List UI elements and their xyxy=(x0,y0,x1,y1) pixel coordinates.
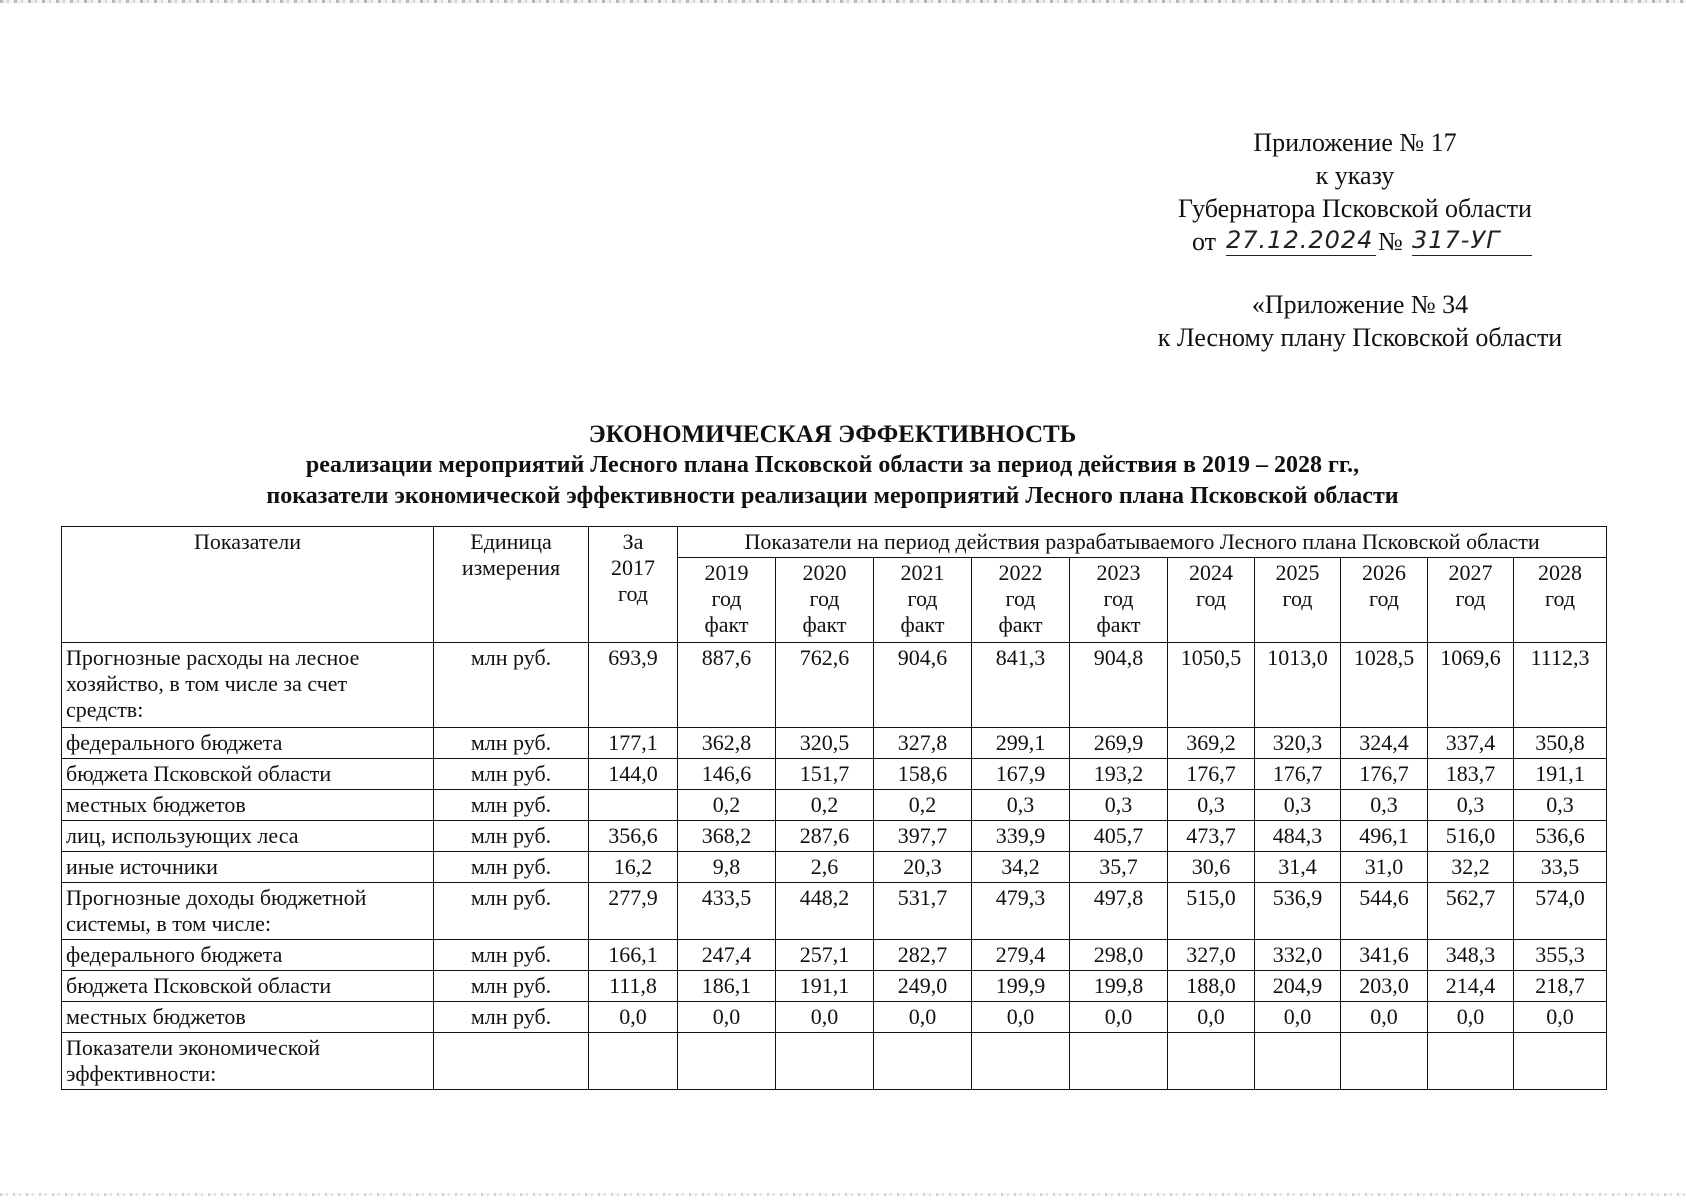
value-2025: 0,0 xyxy=(1255,1002,1341,1033)
year-word: год xyxy=(1455,586,1486,611)
row-unit: млн руб. xyxy=(434,790,589,821)
table-row xyxy=(62,643,1607,728)
value-2017: 144,0 xyxy=(589,759,678,790)
value-2022: 841,3 xyxy=(972,643,1070,728)
row-label: местных бюджетов xyxy=(62,1002,434,1033)
value-2021: 397,7 xyxy=(874,821,972,852)
year-word: год xyxy=(1103,586,1134,611)
value-2024: 369,2 xyxy=(1168,728,1255,759)
year-label: 2019 xyxy=(704,560,749,585)
year-label: 2024 xyxy=(1189,560,1233,585)
annex-line-2: к Лесному плану Псковской области xyxy=(1157,323,1563,352)
value-2027: 0,0 xyxy=(1428,1002,1514,1033)
value-2017: 177,1 xyxy=(589,728,678,759)
value-2028: 350,8 xyxy=(1514,728,1607,759)
value-2019: 247,4 xyxy=(678,940,776,971)
year-label: 2026 xyxy=(1362,560,1406,585)
value-2022: 199,9 xyxy=(972,971,1070,1002)
annex-line-1: «Приложение № 34 xyxy=(1251,290,1469,319)
year-word: год xyxy=(1195,586,1227,611)
value-2028 xyxy=(1514,1033,1607,1090)
value-2028: 0,3 xyxy=(1514,790,1607,821)
value-2022: 479,3 xyxy=(972,883,1070,940)
value-2026: 0,3 xyxy=(1341,790,1428,821)
table-row xyxy=(62,883,1607,940)
header-unit-line-1: Единица xyxy=(470,529,552,554)
value-2023: 0,0 xyxy=(1070,1002,1168,1033)
value-2022: 339,9 xyxy=(972,821,1070,852)
row-unit: млн руб. xyxy=(434,852,589,883)
row-unit: млн руб. xyxy=(434,728,589,759)
value-2024: 515,0 xyxy=(1168,883,1255,940)
scan-edge-bottom xyxy=(0,1193,1686,1196)
table-body xyxy=(62,643,1607,1090)
value-2024: 176,7 xyxy=(1168,759,1255,790)
header-2017 xyxy=(589,527,678,643)
value-2026: 0,0 xyxy=(1341,1002,1428,1033)
value-2025: 204,9 xyxy=(1255,971,1341,1002)
year-label: 2028 xyxy=(1538,560,1583,585)
value-2020 xyxy=(776,1033,874,1090)
value-2022 xyxy=(972,1033,1070,1090)
value-2024: 0,3 xyxy=(1168,790,1255,821)
value-2027: 562,7 xyxy=(1428,883,1514,940)
handwritten-number: 317-УГ xyxy=(1412,225,1532,256)
value-2019: 433,5 xyxy=(678,883,776,940)
value-2026 xyxy=(1341,1033,1428,1090)
row-label: местных бюджетов xyxy=(62,790,434,821)
date-prefix: от xyxy=(1192,227,1217,256)
year-fact: факт xyxy=(998,612,1043,637)
value-2022: 167,9 xyxy=(972,759,1070,790)
row-unit: млн руб. xyxy=(434,940,589,971)
table-row xyxy=(62,821,1607,852)
table-row xyxy=(62,971,1607,1002)
value-2020: 2,6 xyxy=(776,852,874,883)
value-2021: 158,6 xyxy=(874,759,972,790)
value-2022: 279,4 xyxy=(972,940,1070,971)
approval-line-1: Приложение № 17 xyxy=(1253,128,1457,157)
value-2021: 327,8 xyxy=(874,728,972,759)
title-sub-1: реализации мероприятий Лесного плана Псковской области за период действия в 2019 – 2028 гг., xyxy=(305,452,1360,478)
value-2020: 151,7 xyxy=(776,759,874,790)
value-2028: 536,6 xyxy=(1514,821,1607,852)
value-2025: 332,0 xyxy=(1255,940,1341,971)
header-year-2028 xyxy=(1514,558,1607,643)
value-2023: 405,7 xyxy=(1070,821,1168,852)
approval-date-line xyxy=(1130,225,1580,258)
value-2027: 337,4 xyxy=(1428,728,1514,759)
value-2020: 0,2 xyxy=(776,790,874,821)
value-2026: 203,0 xyxy=(1341,971,1428,1002)
value-2024: 30,6 xyxy=(1168,852,1255,883)
header-unit-line-2: измерения xyxy=(461,555,561,580)
value-2027 xyxy=(1428,1033,1514,1090)
year-label: 2021 xyxy=(900,560,945,585)
value-2026: 1028,5 xyxy=(1341,643,1428,728)
value-2024: 188,0 xyxy=(1168,971,1255,1002)
table-row xyxy=(62,1033,1607,1090)
value-2028: 355,3 xyxy=(1514,940,1607,971)
value-2017: 356,6 xyxy=(589,821,678,852)
row-unit: млн руб. xyxy=(434,821,589,852)
row-unit xyxy=(434,1033,589,1090)
value-2028: 191,1 xyxy=(1514,759,1607,790)
document-title xyxy=(60,419,1605,512)
value-2023: 904,8 xyxy=(1070,643,1168,728)
value-2017: 693,9 xyxy=(589,643,678,728)
value-2023: 497,8 xyxy=(1070,883,1168,940)
approval-line-3: Губернатора Псковской области xyxy=(1178,194,1532,223)
header-indicators: Показатели xyxy=(62,527,434,643)
year-fact: факт xyxy=(1096,612,1141,637)
value-2027: 1069,6 xyxy=(1428,643,1514,728)
value-2027: 516,0 xyxy=(1428,821,1514,852)
value-2021: 531,7 xyxy=(874,883,972,940)
value-2022: 0,0 xyxy=(972,1002,1070,1033)
year-word: год xyxy=(1368,586,1400,611)
value-2023: 199,8 xyxy=(1070,971,1168,1002)
header-year-2023 xyxy=(1070,558,1168,643)
value-2019: 186,1 xyxy=(678,971,776,1002)
value-2020: 762,6 xyxy=(776,643,874,728)
value-2021: 20,3 xyxy=(874,852,972,883)
year-label: 2025 xyxy=(1275,560,1320,585)
header-year-2025 xyxy=(1255,558,1341,643)
year-word: год xyxy=(1282,586,1313,611)
title-sub-2: показатели экономической эффективности реализации мероприятий Лесного плана Псковской области xyxy=(266,483,1399,509)
header-year-2024 xyxy=(1168,558,1255,643)
value-2028: 218,7 xyxy=(1514,971,1607,1002)
header-year-2021 xyxy=(874,558,972,643)
header-period: Показатели на период действия разрабатываемого Лесного плана Псковской области xyxy=(678,527,1607,558)
approval-stamp-block xyxy=(1130,126,1580,258)
value-2025: 320,3 xyxy=(1255,728,1341,759)
value-2017: 16,2 xyxy=(589,852,678,883)
year-label: 2023 xyxy=(1096,560,1141,585)
value-2028: 33,5 xyxy=(1514,852,1607,883)
value-2025: 536,9 xyxy=(1255,883,1341,940)
value-2019: 362,8 xyxy=(678,728,776,759)
number-sign: № xyxy=(1378,227,1403,256)
header-2017-line-2: 2017 xyxy=(611,555,655,580)
year-word: год xyxy=(1005,586,1036,611)
table-row xyxy=(62,790,1607,821)
year-fact: факт xyxy=(900,612,945,637)
table-row xyxy=(62,759,1607,790)
value-2026: 341,6 xyxy=(1341,940,1428,971)
value-2022: 299,1 xyxy=(972,728,1070,759)
value-2020: 287,6 xyxy=(776,821,874,852)
approval-line-2: к указу xyxy=(1315,161,1395,190)
value-2026: 544,6 xyxy=(1341,883,1428,940)
value-2021: 249,0 xyxy=(874,971,972,1002)
value-2027: 214,4 xyxy=(1428,971,1514,1002)
header-row-1 xyxy=(62,527,1607,558)
value-2019 xyxy=(678,1033,776,1090)
table-row xyxy=(62,1002,1607,1033)
value-2017 xyxy=(589,1033,678,1090)
value-2024: 473,7 xyxy=(1168,821,1255,852)
year-fact: факт xyxy=(704,612,749,637)
value-2022: 0,3 xyxy=(972,790,1070,821)
row-label: лиц, использующих леса xyxy=(62,821,434,852)
row-label: федерального бюджета xyxy=(62,940,434,971)
value-2026: 324,4 xyxy=(1341,728,1428,759)
value-2021 xyxy=(874,1033,972,1090)
row-unit: млн руб. xyxy=(434,883,589,940)
row-label: Прогнозные доходы бюджетной системы, в том числе: xyxy=(62,883,434,940)
value-2019: 0,0 xyxy=(678,1002,776,1033)
table-row xyxy=(62,940,1607,971)
value-2017: 277,9 xyxy=(589,883,678,940)
value-2025: 31,4 xyxy=(1255,852,1341,883)
year-word: год xyxy=(711,586,742,611)
value-2020: 0,0 xyxy=(776,1002,874,1033)
year-label: 2022 xyxy=(998,560,1043,585)
row-unit: млн руб. xyxy=(434,971,589,1002)
row-label: федерального бюджета xyxy=(62,728,434,759)
year-word: год xyxy=(1545,586,1576,611)
value-2023: 298,0 xyxy=(1070,940,1168,971)
value-2024 xyxy=(1168,1033,1255,1090)
value-2017 xyxy=(589,790,678,821)
value-2020: 448,2 xyxy=(776,883,874,940)
value-2023: 35,7 xyxy=(1070,852,1168,883)
value-2027: 32,2 xyxy=(1428,852,1514,883)
value-2021: 0,0 xyxy=(874,1002,972,1033)
economic-efficiency-table xyxy=(61,526,1607,1090)
year-label: 2027 xyxy=(1448,560,1493,585)
header-2017-line-1: За xyxy=(622,529,644,554)
row-unit: млн руб. xyxy=(434,643,589,728)
value-2023: 269,9 xyxy=(1070,728,1168,759)
value-2017: 0,0 xyxy=(589,1002,678,1033)
value-2021: 0,2 xyxy=(874,790,972,821)
value-2020: 257,1 xyxy=(776,940,874,971)
year-label: 2020 xyxy=(802,560,847,585)
value-2019: 887,6 xyxy=(678,643,776,728)
value-2025: 484,3 xyxy=(1255,821,1341,852)
value-2020: 191,1 xyxy=(776,971,874,1002)
annex-reference-block xyxy=(1110,288,1610,354)
value-2020: 320,5 xyxy=(776,728,874,759)
value-2027: 348,3 xyxy=(1428,940,1514,971)
value-2026: 496,1 xyxy=(1341,821,1428,852)
value-2026: 31,0 xyxy=(1341,852,1428,883)
year-fact: факт xyxy=(802,612,847,637)
year-word: год xyxy=(809,586,840,611)
value-2019: 0,2 xyxy=(678,790,776,821)
value-2024: 327,0 xyxy=(1168,940,1255,971)
value-2028: 1112,3 xyxy=(1514,643,1607,728)
value-2023: 0,3 xyxy=(1070,790,1168,821)
value-2017: 111,8 xyxy=(589,971,678,1002)
row-label: бюджета Псковской области xyxy=(62,759,434,790)
value-2024: 0,0 xyxy=(1168,1002,1255,1033)
value-2027: 183,7 xyxy=(1428,759,1514,790)
value-2026: 176,7 xyxy=(1341,759,1428,790)
value-2021: 282,7 xyxy=(874,940,972,971)
header-unit xyxy=(434,527,589,643)
row-unit: млн руб. xyxy=(434,1002,589,1033)
year-word: год xyxy=(907,586,938,611)
value-2025: 176,7 xyxy=(1255,759,1341,790)
value-2019: 9,8 xyxy=(678,852,776,883)
value-2023: 193,2 xyxy=(1070,759,1168,790)
header-year-2027 xyxy=(1428,558,1514,643)
value-2028: 574,0 xyxy=(1514,883,1607,940)
value-2025: 0,3 xyxy=(1255,790,1341,821)
value-2028: 0,0 xyxy=(1514,1002,1607,1033)
value-2025 xyxy=(1255,1033,1341,1090)
value-2022: 34,2 xyxy=(972,852,1070,883)
handwritten-date: 27.12.2024 xyxy=(1226,225,1376,256)
row-unit: млн руб. xyxy=(434,759,589,790)
header-year-2019 xyxy=(678,558,776,643)
row-label: бюджета Псковской области xyxy=(62,971,434,1002)
header-year-2026 xyxy=(1341,558,1428,643)
value-2021: 904,6 xyxy=(874,643,972,728)
title-main: ЭКОНОМИЧЕСКАЯ ЭФФЕКТИВНОСТЬ xyxy=(588,421,1077,448)
value-2019: 368,2 xyxy=(678,821,776,852)
value-2025: 1013,0 xyxy=(1255,643,1341,728)
row-label: Показатели экономической эффективности: xyxy=(62,1033,434,1090)
header-year-2022 xyxy=(972,558,1070,643)
table-row xyxy=(62,852,1607,883)
scan-edge-top xyxy=(0,0,1686,3)
header-2017-line-3: год xyxy=(617,581,649,606)
value-2023 xyxy=(1070,1033,1168,1090)
row-label: иные источники xyxy=(62,852,434,883)
value-2019: 146,6 xyxy=(678,759,776,790)
value-2027: 0,3 xyxy=(1428,790,1514,821)
table-row xyxy=(62,728,1607,759)
value-2017: 166,1 xyxy=(589,940,678,971)
header-year-2020 xyxy=(776,558,874,643)
value-2024: 1050,5 xyxy=(1168,643,1255,728)
row-label: Прогнозные расходы на лесное хозяйство, в том числе за счет средств: xyxy=(62,643,434,728)
